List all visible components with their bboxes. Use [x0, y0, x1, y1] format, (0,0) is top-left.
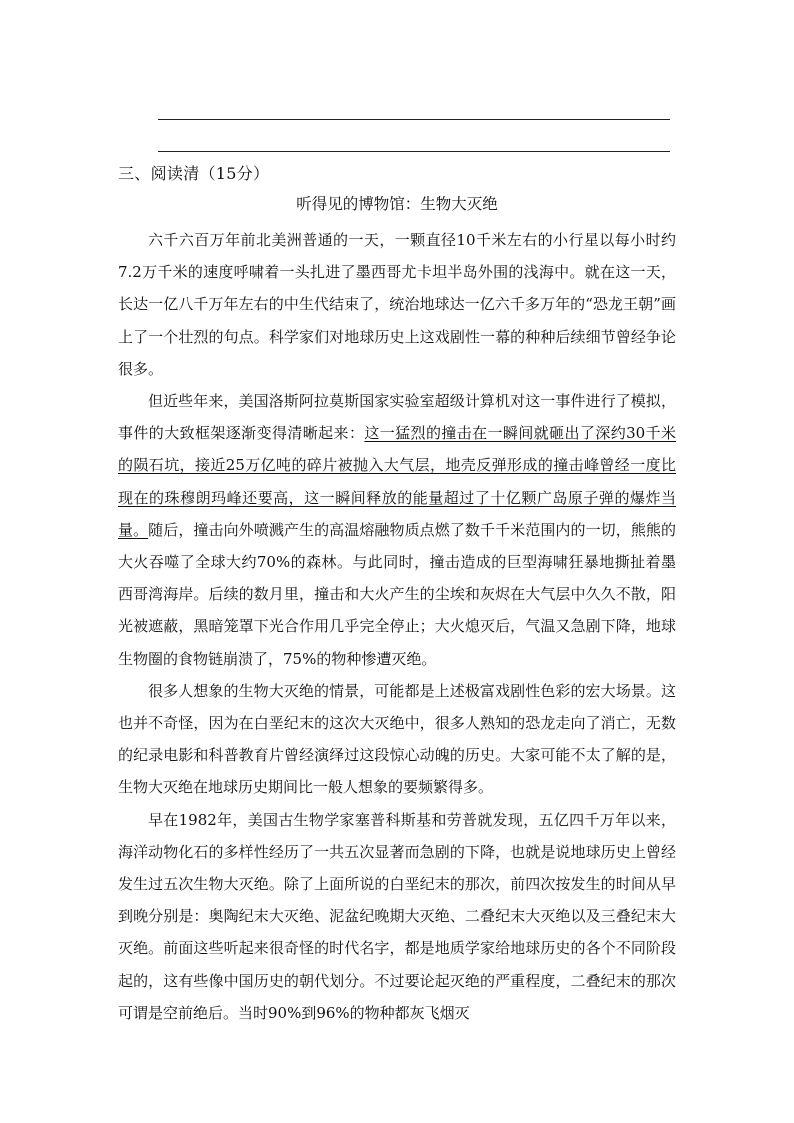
paragraph-3: 很多人想象的生物大灭绝的情景，可能都是上述极富戏剧性色彩的宏大场景。这也并不奇怪，因为在白垩纪末的这次大灭绝中，很多人熟知的恐龙走向了消亡，无数的纪录电影和科普教育片曾经演绎过这段惊心动魄的历史。大家可能不太了解的是，生物大灭绝在地球历史期间比一般人想象的要频繁得多。: [118, 681, 676, 797]
underlined-passage: 这一猛烈的撞击在一瞬间就砸出了深约30千米的陨石坑，接近25万亿吨的碎片被抛入大气层，地壳反弹形成的撞击峰曾经一度比现在的珠穆朗玛峰还要高，这一瞬间释放的能量超过了十亿颗广岛原子弹的爆炸当量。: [118, 424, 676, 539]
paragraph-1: 六千六百万年前北美洲普通的一天，一颗直径10千米左右的小行星以每小时约7.2万千米的速度呼啸着一头扎进了墨西哥尤卡坦半岛外围的浅海中。就在这一天，长达一亿八千万年左右的中生代结束了，统治地球达一亿六千多万年的“恐龙王朝”画上了一个壮烈的句点。科学家们对地球历史上这戏剧性一幕的种种后续细节曾经争论很多。: [118, 231, 676, 378]
answer-line-1: [158, 119, 670, 120]
paragraph-4: 早在1982年，美国古生物学家塞普科斯基和劳普就发现，五亿四千万年以来，海洋动物化石的多样性经历了一共五次显著而急剧的下降，也就是说地球历史上曾经发生过五次生物大灭绝。除了上面所说的白垩纪末的那次，前四次按发生的时间从早到晚分别是：奥陶纪末大灭绝、泥盆纪晚期大灭绝、二叠纪末大灭绝以及三叠纪末大灭绝。前面这些听起来很奇怪的时代名字，都是地质学家给地球历史的各个不同阶段起的，这有些像中国历史的朝代划分。不过要论起灭绝的严重程度，二叠纪末的那次可谓是空前绝后。当时90%到96%的物种都灰飞烟灭: [118, 810, 676, 1022]
paragraph-2-intro: 但近些年来，美国洛斯阿拉莫斯国家实验室超级计算机对这一事件进行了模拟，事件的大致框架逐渐变得清晰起来：: [118, 392, 676, 443]
article-title: 听得见的博物馆：生物大灭绝: [296, 195, 498, 213]
article-body: [118, 224, 676, 1029]
section-heading: 三、阅读清（15分）: [118, 164, 270, 183]
paragraph-2-rest: 随后，撞击向外喷溅产生的高温熔融物质点燃了数千千米范围内的一切，熊熊的大火吞噬了全球大约70%的森林。与此同时，撞击造成的巨型海啸狂暴地撕扯着墨西哥湾海岸。后续的数月里，撞击和大火产生的尘埃和灰烬在大气层中久久不散，阳光被遮蔽，黑暗笼罩下光合作用几乎完全停止；大火熄灭后，气温又急剧下降，地球生物圈的食物链崩溃了，75%的物种惨遭灭绝。: [118, 520, 676, 668]
paragraph-2: [118, 385, 676, 675]
answer-line-2: [158, 151, 670, 152]
